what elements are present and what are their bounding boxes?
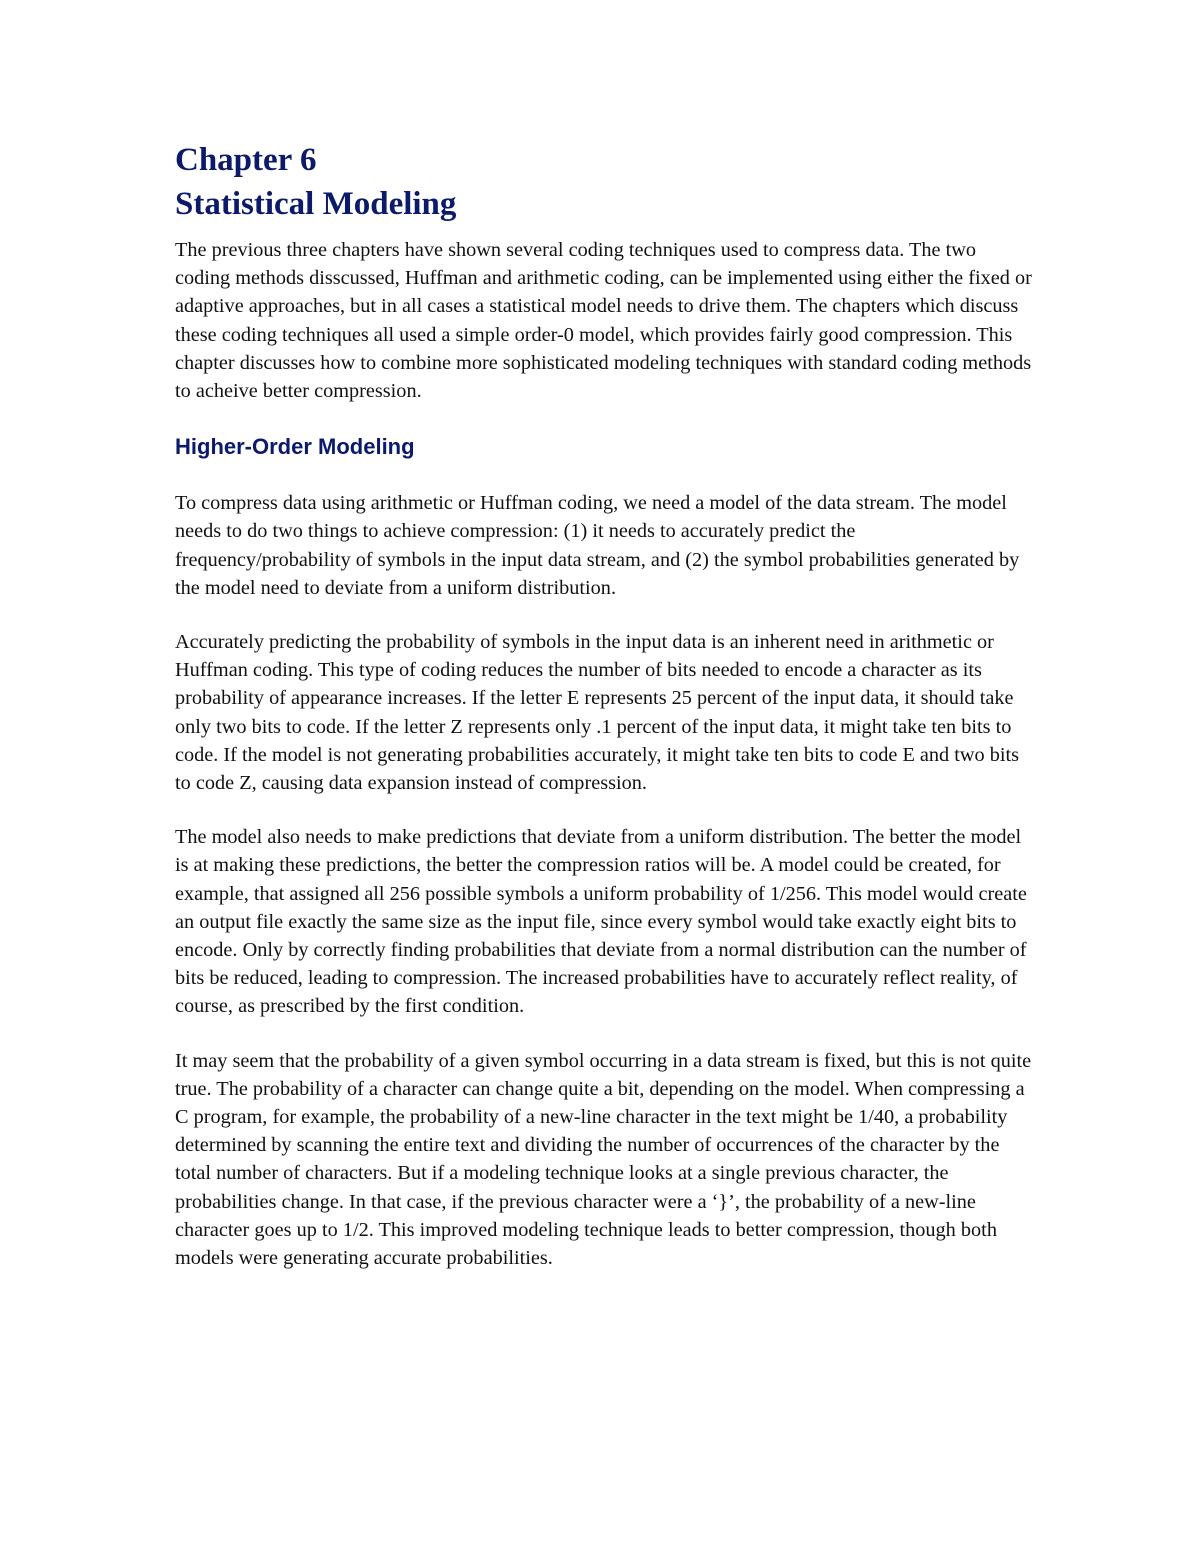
section-heading: Higher-Order Modeling	[175, 434, 415, 460]
body-paragraph: To compress data using arithmetic or Huffman coding, we need a model of the data stream. The model needs to do two things to achieve compression: (1) it needs to accurately predict the frequency/probability of symbols in the input data stream, and (2) the symbol probabilities generated by the model need to deviate from a uniform distribution.	[175, 492, 1020, 599]
page-content	[175, 138, 1035, 1272]
chapter-name: Statistical Modeling	[175, 186, 457, 222]
body-paragraph: Accurately predicting the probability of symbols in the input data is an inherent need in arithmetic or Huffman coding. This type of coding reduces the number of bits needed to encode a character as its probability of appearance increases. If the letter E represents 25 percent of the input data, it should take only two bits to code. If the letter Z represents only .1 percent of the input data, it might take ten bits to code. If the model is not generating probabilities accurately, it might take ten bits to code E and two bits to code Z, causing data expansion instead of compression.	[175, 631, 1020, 795]
intro-paragraph: The previous three chapters have shown several coding techniques used to compress data. The two coding methods disscussed, Huffman and arithmetic coding, can be implemented using either the fixed or adaptive approaches, but in all cases a statistical model needs to drive them. The chapters which discuss these coding techniques all used a simple order-0 model, which provides fairly good compression. This chapter discusses how to combine more sophisticated modeling techniques with standard coding methods to acheive better compression.	[175, 239, 1032, 403]
chapter-number: Chapter 6	[175, 142, 317, 178]
body-paragraph: It may seem that the probability of a given symbol occurring in a data stream is fixed, but this is not quite true. The probability of a character can change quite a bit, depending on the model. When compressing a C program, for example, the probability of a new-line character in the text might be 1/40, a probability determined by scanning the entire text and dividing the number of occurrences of the character by the total number of characters. But if a modeling technique looks at a single previous character, the probabilities change. In that case, if the previous character were a ‘}’, the probability of a new-line character goes up to 1/2. This improved modeling technique leads to better compression, though both models were generating accurate probabilities.	[175, 1049, 1032, 1270]
body-paragraph: The model also needs to make predictions that deviate from a uniform distribution. The better the model is at making these predictions, the better the compression ratios will be. A model could be created, for example, that assigned all 256 possible symbols a uniform probability of 1/256. This model would create an output file exactly the same size as the input file, since every symbol would take exactly eight bits to encode. Only by correctly finding probabilities that deviate from a normal distribution can the number of bits be reduced, leading to compression. The increased probabilities have to accurately reflect reality, of course, as prescribed by the first condition.	[175, 826, 1027, 1018]
chapter-title	[175, 138, 1035, 226]
